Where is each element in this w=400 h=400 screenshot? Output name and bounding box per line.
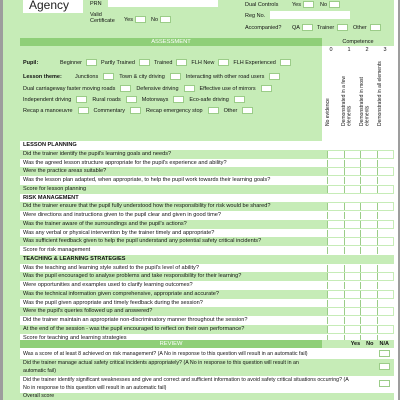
pupil-option-checkbox[interactable] [139,59,150,66]
competence-checkbox-1[interactable] [344,230,361,237]
teaching-question: Was the pupil encouraged to analyse problems and take responsibility for their learning? [23,273,242,280]
review-col-yes: Yes [350,341,361,347]
competence-checkbox-1[interactable] [344,212,361,219]
dual-controls-label: Dual Controls [245,2,279,8]
pupil-label: Pupil: [23,60,39,66]
review-question-2: Did the trainer manage actual safety critical incidents appropriately? (A No in response to this question will result in an automatic fail) [23,360,299,374]
accompanied-qa-checkbox[interactable] [302,24,313,31]
risk-management-section-title: RISK MANAGEMENT [23,194,79,201]
risk-management-question: Was any verbal or physical intervention by the trainer timely and appropriate? [23,229,215,236]
competence-checkbox-3[interactable] [377,265,394,272]
competence-checkbox-2[interactable] [360,177,377,184]
lesson-theme-checkbox[interactable] [242,107,253,114]
competence-checkbox-3[interactable] [377,291,394,298]
competence-checkbox-2[interactable] [360,300,377,307]
competence-checkbox-2[interactable] [360,326,377,333]
valid-certificate-label: Valid Certificate [90,12,115,24]
review-question-row-3 [20,376,394,393]
competence-checkbox-0[interactable] [327,203,344,210]
competence-checkbox-3[interactable] [377,168,394,175]
competence-checkbox-3[interactable] [377,273,394,280]
competence-checkbox-0[interactable] [327,212,344,219]
lesson-theme-checkbox[interactable] [120,85,131,92]
lesson-theme-label: Lesson theme: [23,74,62,80]
lesson-theme-label: Commentary [93,107,126,114]
review-question-1: Was a score of at least 8 achieved on risk management? (A No in response to this question will result in an automatic fail) [23,351,308,357]
lesson-theme-label: Town & city driving [119,73,165,80]
form-header [20,0,394,38]
risk-management-question: Were directions and instructions given to the pupil clear and given in good time? [23,212,221,218]
review-question-row-1 [20,349,394,359]
competence-checkbox-2[interactable] [360,168,377,175]
competence-checkbox-1[interactable] [344,186,361,193]
overall-score-label: Overall score [23,393,55,399]
lesson-theme-checkbox[interactable] [184,85,195,92]
lesson-theme-label: Rural roads [92,96,121,103]
competence-col-2: 2 [365,47,369,53]
competence-checkbox-3[interactable] [377,151,394,158]
competence-checkbox-3[interactable] [377,177,394,184]
competence-checkboxes [327,160,393,167]
competence-checkboxes [327,212,393,219]
risk-management-question-row [20,211,394,220]
competence-title: Competence [322,38,394,46]
dual-yes-label: Yes [292,2,301,8]
risk-management-question-row [20,220,394,229]
competence-checkbox-1[interactable] [344,273,361,280]
prn-field[interactable] [108,0,218,7]
competence-checkbox-2[interactable] [360,203,377,210]
dual-no-checkbox[interactable] [329,1,340,8]
competence-checkbox-1[interactable] [344,308,361,315]
lesson-theme-checkbox[interactable] [78,107,89,114]
lesson-theme-label: Motorways [141,96,169,103]
lesson-theme-label: Other [223,107,238,114]
competence-checkbox-3[interactable] [377,308,394,315]
pupil-option-label: FLH Experienced [233,59,276,66]
competence-checkbox-2[interactable] [360,160,377,167]
competence-checkboxes [327,282,393,289]
competence-checkboxes [327,317,393,324]
lesson-planning-question-row [20,167,394,176]
competence-checkboxes [327,238,393,245]
lesson-planning-question: Was the lesson plan adapted, when appropriate, to help the pupil work towards their learning goals? [23,177,271,183]
competence-checkbox-1[interactable] [344,203,361,210]
review-answer-3[interactable] [379,380,390,387]
lesson-theme-label: Junctions [75,73,99,80]
lesson-theme-label: Eco-safe driving [189,96,229,103]
competence-checkbox-0[interactable] [327,177,344,184]
competence-checkbox-3[interactable] [377,282,394,289]
teaching-section-title: TEACHING & LEARNING STRATEGIES [23,255,126,262]
lesson-theme-checkbox[interactable] [170,73,181,80]
reg-no-field[interactable] [270,11,350,19]
teaching-question: Did the trainer maintain an appropriate non-discriminatory manner throughout the session? [23,317,248,323]
competence-checkboxes [327,308,393,315]
competence-checkbox-1[interactable] [344,247,361,254]
competence-checkbox-0[interactable] [327,151,344,158]
teaching-question-row [20,307,394,316]
competence-checkbox-2[interactable] [360,230,377,237]
lesson-theme-label: Dual carriageway faster moving roads [23,85,116,92]
competence-checkbox-3[interactable] [377,212,394,219]
competence-checkbox-2[interactable] [360,247,377,254]
competence-checkboxes [327,273,393,280]
risk-management-section-title-row [20,194,394,203]
lesson-planning-question: Were the practice areas suitable? [23,168,107,175]
accompanied-other-label: Other [353,25,367,31]
lesson-theme-checkbox[interactable] [76,96,87,103]
review-col-na: N/A [379,341,389,347]
competence-checkbox-1[interactable] [344,160,361,167]
lesson-planning-section-title-row [20,141,394,150]
competence-checkbox-0[interactable] [327,300,344,307]
left-margin-bar [3,0,20,400]
overall-score-row [20,393,394,400]
competence-checkbox-1[interactable] [344,326,361,333]
competence-checkbox-1[interactable] [344,300,361,307]
competence-col-0: 0 [329,47,333,53]
risk-management-question: Did the trainer ensure that the pupil fully understood how the responsibility for risk would be shared? [23,203,271,210]
accompanied-trainer-label: Trainer [317,25,335,31]
competence-checkbox-0[interactable] [327,247,344,254]
lesson-theme-checkbox[interactable] [103,73,114,80]
competence-checkbox-2[interactable] [360,238,377,245]
competence-col-1: 1 [347,47,351,53]
competence-checkbox-0[interactable] [327,221,344,228]
competence-checkbox-1[interactable] [344,291,361,298]
teaching-question-row [20,290,394,299]
dual-yes-checkbox[interactable] [303,1,314,8]
lesson-planning-score-label: Score for lesson planning [23,185,87,192]
competence-checkboxes [327,186,393,193]
teaching-section-title-row [20,255,394,264]
competence-checkbox-0[interactable] [327,265,344,272]
competence-checkbox-1[interactable] [344,151,361,158]
pupil-option-label: Partly Trained [101,59,135,66]
competence-checkbox-1[interactable] [344,238,361,245]
lesson-theme-label: Defensive driving [136,85,179,92]
competence-checkbox-0[interactable] [327,308,344,315]
valid-no-label: No [151,17,159,23]
prn-label: PRN [90,1,102,7]
competence-checkbox-0[interactable] [327,238,344,245]
competence-checkbox-1[interactable] [344,317,361,324]
teaching-question: Was the teaching and learning style suited to the pupil's level of ability? [23,264,199,271]
review-col-no: No [366,341,374,347]
teaching-question-row [20,316,394,325]
risk-management-question-row [20,229,394,238]
agency-logo-area [23,0,83,13]
lesson-theme-label: Independent driving [23,96,72,103]
valid-yes-checkbox[interactable] [135,16,146,23]
valid-no-checkbox[interactable] [160,16,171,23]
pupil-option-checkbox[interactable] [280,59,291,66]
valid-yes-label: Yes [124,17,133,23]
competence-checkbox-2[interactable] [360,273,377,280]
review-columns [322,340,394,348]
competence-checkbox-0[interactable] [327,273,344,280]
competence-checkbox-3[interactable] [377,317,394,324]
pupil-option-checkbox[interactable] [86,59,97,66]
risk-management-score-label-row [20,246,394,255]
lesson-theme-label: Effective use of mirrors [199,85,256,92]
lesson-theme-checkbox[interactable] [208,107,219,114]
lesson-theme-checkbox[interactable] [261,85,272,92]
teaching-question: Were the pupil's queries followed up and answered? [23,308,153,315]
competence-checkbox-1[interactable] [344,221,361,228]
competence-checkbox-2[interactable] [360,186,377,193]
teaching-question-row [20,325,394,334]
review-answer-1[interactable] [379,350,390,357]
risk-management-question-row [20,202,394,211]
competence-checkboxes [327,300,393,307]
lesson-theme-checkbox[interactable] [234,96,245,103]
lesson-planning-question-row [20,159,394,168]
competence-checkbox-0[interactable] [327,168,344,175]
risk-management-question-row [20,237,394,246]
competence-label-3: Demonstrated in all elements [377,61,383,126]
review-title: REVIEW [20,340,322,348]
lesson-planning-question: Was the agreed lesson structure appropriate for the pupil's experience and ability? [23,159,227,166]
teaching-question-row [20,264,394,273]
lesson-planning-question: Did the trainer identify the pupil's learning goals and needs? [23,150,172,157]
lesson-theme-row-3 [23,96,245,103]
competence-scale [322,47,394,53]
competence-header-block [322,46,394,141]
pupil-option-checkbox[interactable] [218,59,229,66]
accompanied-trainer-checkbox[interactable] [337,24,348,31]
teaching-score-label: Score for teaching and learning strategies [23,334,127,341]
pupil-options [60,59,291,66]
competence-checkbox-3[interactable] [377,186,394,193]
competence-label-2: Demonstrated in most elements [359,77,371,126]
competence-checkbox-3[interactable] [377,160,394,167]
review-question-row-2 [20,359,394,376]
competence-checkbox-1[interactable] [344,177,361,184]
competence-checkbox-3[interactable] [377,238,394,245]
lesson-theme-row-2 [23,85,272,92]
competence-checkbox-0[interactable] [327,291,344,298]
competence-checkbox-3[interactable] [377,326,394,333]
teaching-question: Were opportunities and examples used to clarify learning outcomes? [23,282,193,288]
competence-checkboxes [327,168,393,175]
risk-management-score-label: Score for risk management [23,247,91,253]
lesson-theme-label: Interacting with other road users [185,73,265,80]
lesson-theme-checkbox[interactable] [126,96,137,103]
competence-checkboxes [327,291,393,298]
competence-checkbox-2[interactable] [360,151,377,158]
competence-checkbox-0[interactable] [327,282,344,289]
assessment-form-page [3,0,398,400]
competence-checkboxes [327,151,393,158]
pupil-option-label: FLH New [191,59,215,66]
competence-checkboxes [327,230,393,237]
lesson-planning-score-label-row [20,185,394,194]
teaching-question-row [20,299,394,308]
dual-no-label: No [320,2,328,8]
competence-checkbox-3[interactable] [377,203,394,210]
competence-checkbox-2[interactable] [360,308,377,315]
accompanied-qa-label: QA [292,25,300,31]
competence-checkbox-2[interactable] [360,291,377,298]
competence-checkbox-1[interactable] [344,282,361,289]
competence-checkboxes [327,203,393,210]
teaching-question: At the end of the session - was the pupil encouraged to reflect on their own performance? [23,325,245,332]
competence-col-3: 3 [383,47,387,53]
lesson-details-block [20,46,322,141]
assessment-title: ASSESSMENT [20,38,322,46]
competence-label-0: No evidence [325,98,331,126]
lesson-theme-checkbox[interactable] [173,96,184,103]
competence-checkbox-0[interactable] [327,186,344,193]
competence-checkbox-2[interactable] [360,212,377,219]
reg-no-label: Reg No. [245,13,266,19]
risk-management-question: Was sufficient feedback given to help the pupil understand any potential safety critical incidents? [23,238,262,245]
accompanied-label: Accompanied? [245,25,282,31]
competence-checkbox-3[interactable] [377,300,394,307]
teaching-question: Was the pupil given appropriate and timely feedback during the session? [23,299,203,306]
competence-checkbox-3[interactable] [377,247,394,254]
competence-checkbox-3[interactable] [377,221,394,228]
lesson-theme-row-4 [23,107,253,114]
competence-checkboxes [327,221,393,228]
competence-checkbox-3[interactable] [377,230,394,237]
competence-checkboxes [327,326,393,333]
competence-checkbox-2[interactable] [360,221,377,228]
competence-checkbox-1[interactable] [344,168,361,175]
risk-management-question: Was the trainer aware of the surroundings and the pupil's actions? [23,220,187,227]
competence-checkbox-2[interactable] [360,317,377,324]
competence-checkboxes [327,247,393,254]
pupil-option-checkbox[interactable] [176,59,187,66]
lesson-planning-question-row [20,150,394,159]
lesson-theme-label: Recap a manoeuvre [23,107,73,114]
competence-checkbox-1[interactable] [344,265,361,272]
competence-checkboxes [327,265,393,272]
pupil-option-label: Trained [153,59,173,66]
competence-checkbox-0[interactable] [327,326,344,333]
agency-name: Agency [29,0,70,12]
lesson-theme-checkbox[interactable] [269,73,280,80]
lesson-planning-section-title: LESSON PLANNING [23,142,77,148]
accompanied-other-checkbox[interactable] [370,24,381,31]
lesson-theme-label: Recap emergency stop [146,107,203,114]
teaching-question-row [20,281,394,290]
competence-checkbox-0[interactable] [327,160,344,167]
competence-checkbox-2[interactable] [360,265,377,272]
lesson-theme-checkbox[interactable] [130,107,141,114]
pupil-option-label: Beginner [60,59,83,66]
teaching-question: Was the technical information given comprehensive, appropriate and accurate? [23,290,219,297]
lesson-planning-question-row [20,176,394,185]
competence-checkboxes [327,177,393,184]
competence-checkbox-0[interactable] [327,317,344,324]
lesson-theme-row-1 [75,73,280,80]
teaching-question-row [20,272,394,281]
competence-checkbox-0[interactable] [327,230,344,237]
review-answer-2[interactable] [379,363,390,370]
competence-checkbox-2[interactable] [360,282,377,289]
competence-label-1: Demonstrated in a few elements [341,75,353,126]
review-question-3: Did the trainer identify significant weaknesses and give and correct and sufficient information to avoid safety critical situations occurring? (A No in response to this question will result in an automatic fail) [23,377,349,391]
